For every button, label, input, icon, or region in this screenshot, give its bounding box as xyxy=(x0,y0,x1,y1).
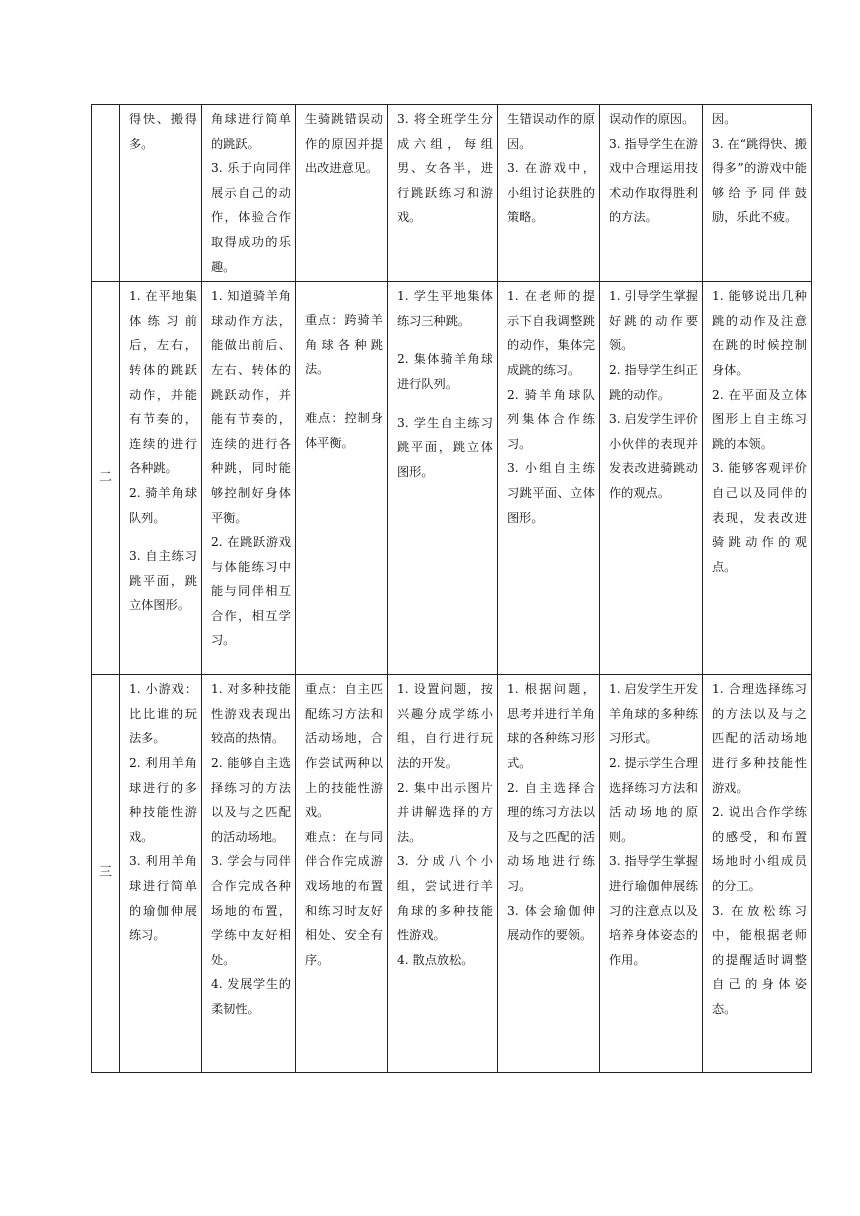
cell-text: 因。 xyxy=(712,112,737,126)
cell-text: 3. 在游戏中，小组讨论获胜的策略。 xyxy=(507,161,595,225)
cell-text: 2. 集中出示图片并讲解选择的方法。 xyxy=(397,780,493,844)
cell-text: 1. 设置问题，按兴趣分成学练小组，自行进行玩法的开发。 xyxy=(397,682,493,770)
cell-teacher xyxy=(600,282,703,675)
cell-text: 3. 小组自主练习跳平面、立体图形。 xyxy=(507,461,595,525)
cell-content xyxy=(120,675,202,1073)
cell-text: 3. 指导学生在游戏中合理运用技术动作取得胜利的方法。 xyxy=(609,136,698,225)
cell-text: 生错误动作的原因。 xyxy=(507,112,595,151)
cell-text: 难点：控制身体平衡。 xyxy=(305,410,383,450)
cell-content xyxy=(120,105,202,282)
cell-text: 2. 骑羊角球队列集体合作练习。 xyxy=(507,387,595,451)
cell-activity xyxy=(498,282,600,675)
cell-text: 生骑跳错误动作的原因并提出改进意见。 xyxy=(305,112,383,176)
cell-text: 1. 合理选择练习的方法以及与之匹配的活动场地进行多种技能性游戏。 xyxy=(712,682,807,795)
cell-text: 2. 利用羊角球进行的多种技能性游戏。 xyxy=(129,755,197,844)
cell-text: 1. 小游戏：比比谁的玩法多。 xyxy=(129,682,197,746)
cell-activity xyxy=(498,105,600,282)
cell-text: 得快、搬得多。 xyxy=(129,112,197,151)
cell-evaluation xyxy=(703,282,812,675)
cell-text: 3. 分成八个小组，尝试进行羊角球的多种技能性游戏。 xyxy=(397,854,493,943)
cell-text: 3. 利用羊角球进行简单的瑜伽伸展练习。 xyxy=(129,854,197,943)
cell-text: 难点：在与同伴合作完成游戏场地的布置和练习时友好相处、安全有序。 xyxy=(305,829,383,967)
cell-text: 1. 引导学生掌握好跳的动作要领。 xyxy=(609,289,698,353)
cell-text: 3. 在放松练习中，能根据老师的提醒适时调整自己的身体姿态。 xyxy=(712,903,807,1016)
cell-teacher xyxy=(600,105,703,282)
cell-text: 3. 将全班学生分成六组，每组男、女各半，进行跳跃练习和游戏。 xyxy=(397,112,493,225)
cell-text: 1. 在老师的提示下自我调整跳的动作，集体完成跳的练习。 xyxy=(507,289,595,377)
cell-teacher xyxy=(600,675,703,1073)
cell-student xyxy=(388,282,498,675)
cell-text: 3. 自主练习跳平面，跳立体图形。 xyxy=(129,549,197,613)
table-row xyxy=(92,282,812,675)
cell-evaluation xyxy=(703,105,812,282)
cell-goals xyxy=(202,282,296,675)
table-row xyxy=(92,105,812,282)
cell-text: 3. 乐于向同伴展示自己的动作，体验合作取得成功的乐趣。 xyxy=(211,161,291,274)
cell-text: 3. 学会与同伴合作完成各种场地的布置，学练中友好相处。 xyxy=(211,854,291,967)
cell-text: 2. 集体骑羊角球进行队列。 xyxy=(397,352,493,391)
cell-goals xyxy=(202,675,296,1073)
cell-text: 1. 启发学生开发羊角球的多种练习形式。 xyxy=(609,682,698,746)
cell-activity xyxy=(498,675,600,1073)
cell-goals xyxy=(202,105,296,282)
cell-text: 2. 骑羊角球队列。 xyxy=(129,485,197,525)
cell-text: 2. 说出合作学练的感受，和布置场地时小组成员的分工。 xyxy=(712,805,807,893)
cell-text: 1. 对多种技能性游戏表现出较高的热情。 xyxy=(211,682,291,746)
cell-text: 角球进行简单的跳跃。 xyxy=(211,112,291,151)
cell-text: 2. 指导学生纠正跳的动作。 xyxy=(609,362,698,402)
cell-evaluation xyxy=(703,675,812,1073)
cell-content xyxy=(120,282,202,675)
cell-text: 1. 在平地集体练习前后，左右，转体的跳跃动作，并能有节奏的，连续的进行各种跳。 xyxy=(129,289,197,476)
cell-text: 3. 体会瑜伽伸展动作的要领。 xyxy=(507,903,595,943)
cell-text: 重点：跨骑羊角球各种跳法。 xyxy=(305,313,383,377)
cell-text: 1. 知道骑羊角球动作方法，能做出前后、左右、转体的跳跃动作，并能有节奏的，连续的进行各种跳，同时能够控制好身体平衡。 xyxy=(211,289,291,525)
cell-text: 2. 能够自主选择练习的方法以及与之匹配的活动场地。 xyxy=(211,755,291,844)
cell-text: 4. 散点放松。 xyxy=(397,952,474,967)
cell-text: 2. 在跳跃游戏与体能练习中能与同伴相互合作，相互学习。 xyxy=(211,535,291,648)
lesson-plan-table xyxy=(91,104,812,1073)
table-row xyxy=(92,675,812,1073)
cell-text: 3. 在“跳得快、搬得多”的游戏中能够给予同伴鼓励，乐此不疲。 xyxy=(712,136,807,225)
cell-keypoints xyxy=(296,675,388,1073)
cell-text: 1. 根据问题，思考并进行羊角球的各种练习形式。 xyxy=(507,682,595,770)
cell-text: 3. 能够客观评价自己以及同伴的表现，发表改进骑跳动作的观点。 xyxy=(712,461,807,574)
cell-student xyxy=(388,105,498,282)
cell-text: 2. 提示学生合理选择练习方法和活动场地的原则。 xyxy=(609,755,698,844)
cell-student xyxy=(388,675,498,1073)
row-number: 三 xyxy=(92,675,120,1073)
cell-text: 4. 发展学生的柔韧性。 xyxy=(211,977,291,1016)
row-number xyxy=(92,105,120,282)
cell-text: 1. 能够说出几种跳的动作及注意在跳的时候控制身体。 xyxy=(712,289,807,377)
row-number: 二 xyxy=(92,282,120,675)
cell-text: 1. 学生平地集体练习三种跳。 xyxy=(397,289,493,328)
cell-text: 重点：自主匹配练习方法和活动场地，合作尝试两种以上的技能性游戏。 xyxy=(305,682,383,820)
cell-keypoints xyxy=(296,282,388,675)
cell-text: 3. 学生自主练习跳平面，跳立体图形。 xyxy=(397,415,493,479)
cell-text: 3. 启发学生评价小伙伴的表现并发表改进骑跳动作的观点。 xyxy=(609,412,698,500)
cell-text: 3. 指导学生掌握进行瑜伽伸展练习的注意点以及培养身体姿态的作用。 xyxy=(609,854,698,967)
cell-keypoints xyxy=(296,105,388,282)
cell-text: 2. 在平面及立体图形上自主练习跳的本领。 xyxy=(712,387,807,451)
cell-text: 误动作的原因。 xyxy=(609,112,695,126)
cell-text: 2. 自主选择合理的练习方法以及与之匹配的活动场地进行练习。 xyxy=(507,780,595,893)
